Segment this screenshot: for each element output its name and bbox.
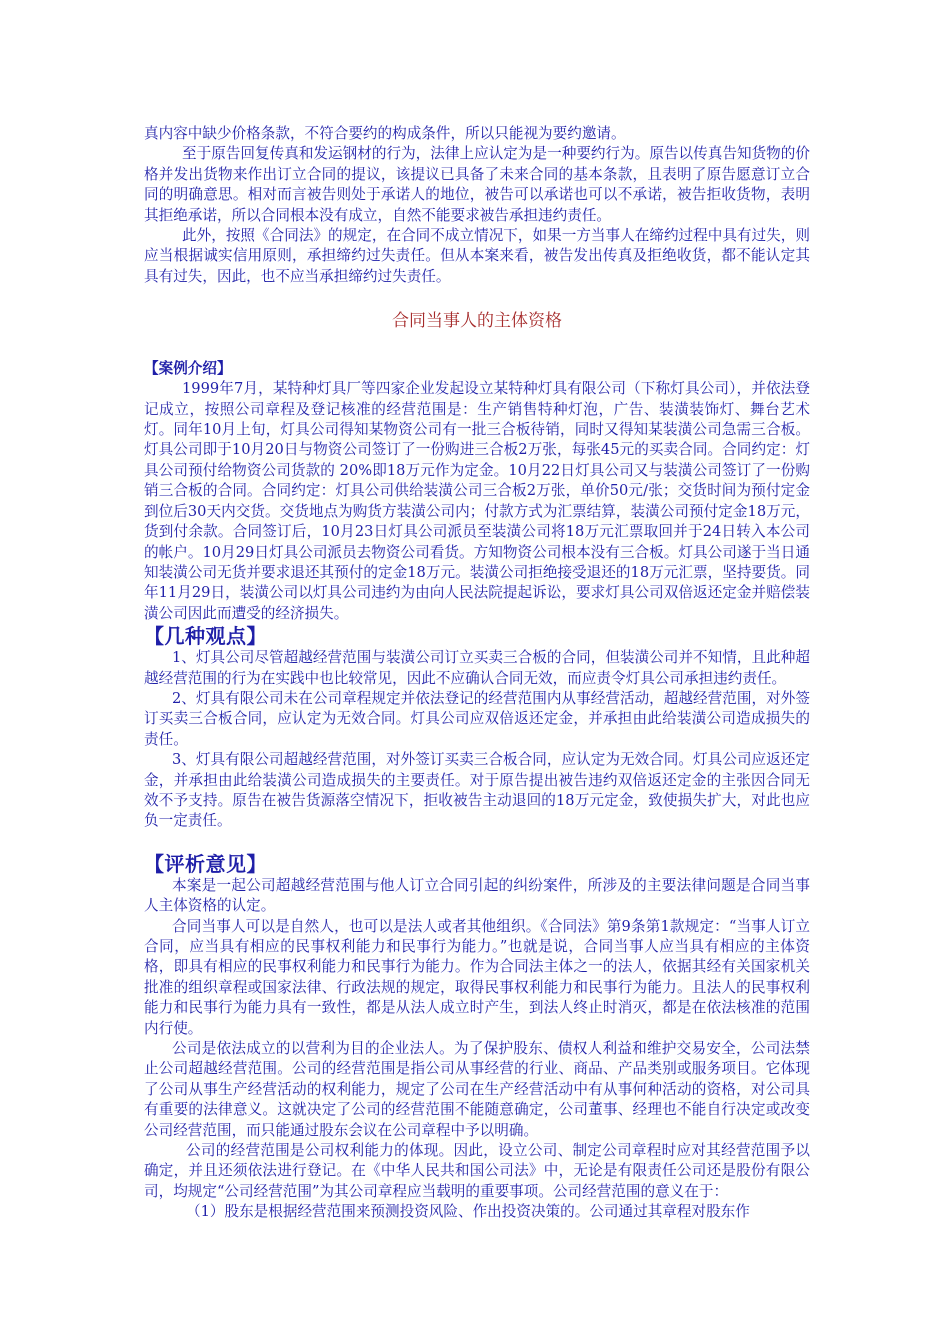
case-text: 1999年7月，某特种灯具厂等四家企业发起设立某特种灯具有限公司（下称灯具公司），并依法登记成立，按照公司章程及登记核准的经营范围是：生产销售特种灯泡，广告、装潢装饰灯、舞台艺术灯。同年10月上旬，灯具公司得知某物资公司有一批三合板待销，同时又得知某装潢公司急需三合板。灯具公司即于10月20日与物资公司签订了一份购进三合板2万张，每张45元的买卖合同。合同约定：灯具公司预付给物资公司货款的 20%即18万元作为定金。10月22日灯具公司又与装潢公司签订了一份购销三合板的合同。合同约定：灯具公司供给装潢公司三合板2万张，单价50元/张；交货时间为预付定金到位后30天内交货。交货地点为购货方装潢公司内；付款方式为汇票结算，装潢公司预付定金18万元，货到付余款。合同签订后，10月23日灯具公司派员至装潢公司将18万元汇票取回并于24日转入本公司的帐户。10月29日灯具公司派员去物资公司看货。方知物资公司根本没有三合板。灯具公司遂于当日通知装潢公司无货并要求退还其预付的定金18万元。装潢公司拒绝接受退还的18万元汇票，坚持要货。同年11月29日，装潢公司以灯具公司违约为由向人民法院提起诉讼，要求灯具公司双倍返还定金并赔偿装潢公司因此而遭受的经济损失。 <box>144 380 810 622</box>
analysis-paragraph-3: 公司是依法成立的以营利为目的企业法人。为了保护股东、债权人利益和维护交易安全，公司法禁止公司超越经营范围。公司的经营范围是指公司从事经营的行业、商品、产品类别或服务项目。它体现了公司从事生产经营活动的权利能力，规定了公司在生产经营活动中有从事何种活动的资格，对公司具有重要的法律意义。这就决定了公司的经营范围不能随意确定，公司董事、经理也不能自行决定或改变公司经营范围，而只能通过股东会议在公司章程中予以明确。 <box>144 1040 810 1139</box>
view-item-3: 3、灯具有限公司超越经营范围，对外签订买卖三合板合同，应认定为无效合同。灯具公司应返还定金，并承担由此给装潢公司造成损失的主要责任。对于原告提出被告违约双倍返还定金的主张因合同无效不予支持。原告在被告货源落空情况下，拒收被告主动退回的18万元定金，致使损失扩大，对此也应负一定责任。 <box>144 751 810 830</box>
section-title: 合同当事人的主体资格 <box>392 311 562 332</box>
intro-paragraph-3: 此外，按照《合同法》的规定，在合同不成立情况下，如果一方当事人在缔约过程中具有过失，则应当根据诚实信用原则，承担缔约过失责任。但从本案来看，被告发出传真及拒绝收货，都不能认定其具有过失，因此，也不应当承担缔约过失责任。 <box>144 227 810 285</box>
view-item-2: 2、灯具有限公司未在公司章程规定并依法登记的经营范围内从事经营活动，超越经营范围，对外签订买卖三合板合同，应认定为无效合同。灯具公司应双倍返还定金，并承担由此给装潢公司造成损失的责任。 <box>144 689 810 748</box>
analysis-heading: 【评析意见】 <box>144 851 267 876</box>
analysis-paragraph-2: 合同当事人可以是自然人，也可以是法人或者其他组织。《合同法》第9条第1款规定：“当事人订立合同，应当具有相应的民事权利能力和民事行为能力。”也就是说，合同当事人应当具有相应的主体资格，即具有相应的民事权利能力和民事行为能力。作为合同法主体之一的法人，依据其经有关国家机关批准的组织章程或国家法律、行政法规的规定，取得民事权利能力和民事行为能力。且法人的民事权利能力和民事行为能力具有一致性，都是从法人成立时产生，到法人终止时消灭，都是在依法核准的范围内行使。 <box>144 917 810 1037</box>
case-heading: 【案例介绍】 <box>144 360 232 378</box>
intro-paragraph-1: 真内容中缺少价格条款，不符合要约的构成条件，所以只能视为要约邀请。 <box>144 125 626 142</box>
views-heading: 【几种观点】 <box>144 624 267 649</box>
analysis-paragraph-1: 本案是一起公司超越经营范围与他人订立合同引起的纠纷案件，所涉及的主要法律问题是合同当事人主体资格的认定。 <box>144 876 810 915</box>
document-body <box>144 124 810 1223</box>
analysis-paragraph-5: （1）股东是根据经营范围来预测投资风险、作出投资决策的。公司通过其章程对股东作 <box>186 1203 750 1221</box>
spacer <box>144 832 810 852</box>
view-item-1: 1、灯具公司尽管超越经营范围与装潢公司订立买卖三合板的合同，但装潢公司并不知情，且此种超越经营范围的行为在实践中也比较常见，因此不应确认合同无效，而应责令灯具公司承担违约责任。 <box>144 649 810 687</box>
analysis-paragraph-4: 公司的经营范围是公司权利能力的体现。因此，设立公司、制定公司章程时应对其经营范围予以确定，并且还须依法进行登记。在《中华人民共和国公司法》中，无论是有限责任公司还是股份有限公司，均规定“公司经营范围”为其公司章程应当载明的重要事项。公司经营范围的意义在于： <box>144 1142 810 1200</box>
intro-paragraph-2: 至于原告回复传真和发运钢材的行为，法律上应认定为是一种要约行为。原告以传真告知货物的价格并发出货物来作出订立合同的提议，该提议已具备了未来合同的基本条款，且表明了原告愿意订立合同的明确意思。相对而言被告则处于承诺人的地位，被告可以承诺也可以不承诺，被告拒收货物，表明其拒绝承诺，所以合同根本没有成立，自然不能要求被告承担违约责任。 <box>144 145 810 224</box>
